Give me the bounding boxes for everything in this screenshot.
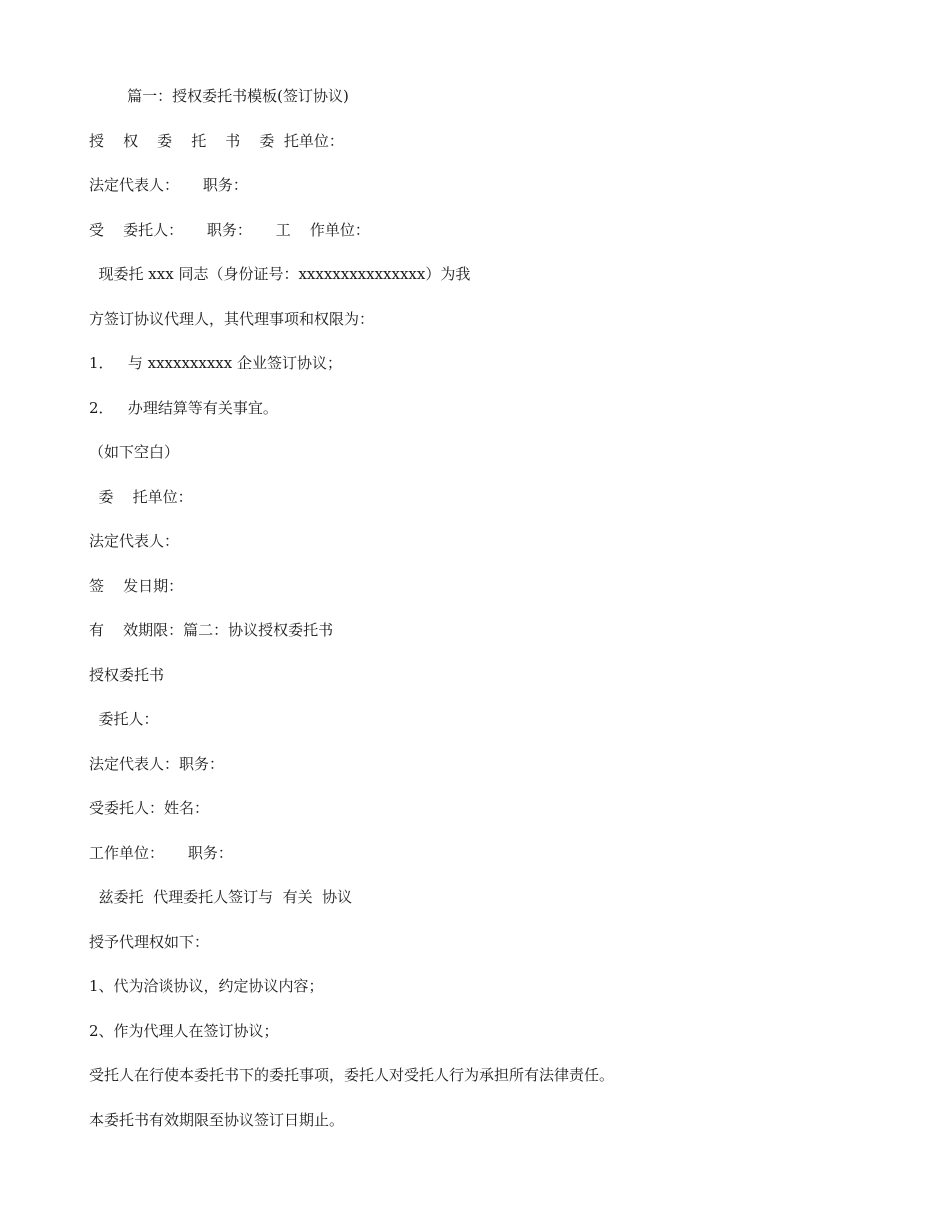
authority-item-1: 1、代为洽谈协议，约定协议内容； [89, 977, 324, 995]
liability-statement: 受托人在行使本委托书下的委托事项，委托人对受托人行为承担所有法律责任。 [89, 1066, 615, 1084]
entrusting-unit-line: 委 托单位： [89, 488, 193, 506]
issue-date-line: 签 发日期： [89, 577, 184, 595]
grant-authority-line: 授予代理权如下： [89, 933, 210, 951]
work-unit-position-line: 工作单位： 职务： [89, 844, 233, 862]
legal-representative-line-2: 法定代表人： [89, 532, 180, 550]
legal-representative-position-line: 法定代表人：职务： [89, 755, 225, 773]
entrust-agent-line: 兹委托 代理委托人签订与 有关 协议 [89, 888, 353, 906]
legal-representative-line: 法定代表人： 职务： [89, 176, 248, 194]
section-two-title: 授权委托书 [89, 666, 165, 684]
trustee-line: 受 委托人： 职务： 工 作单位： [89, 221, 370, 239]
validity-statement: 本委托书有效期限至协议签订日期止。 [89, 1111, 345, 1129]
validity-section-two-line: 有 效期限：篇二：协议授权委托书 [89, 621, 334, 639]
entrust-statement-line: 现委托 xxx 同志（身份证号：xxxxxxxxxxxxxxx）为我 [89, 265, 471, 283]
authority-item-2: 2、作为代理人在签订协议； [89, 1022, 279, 1040]
trustee-name-line: 受委托人：姓名： [89, 799, 210, 817]
blank-below-note: （如下空白） [89, 443, 180, 461]
agent-scope-line: 方签订协议代理人，其代理事项和权限为： [89, 310, 375, 328]
section-one-title: 篇一：授权委托书模板(签订协议) [89, 87, 349, 105]
principal-line: 委托人： [89, 710, 159, 728]
scope-item-1: 1． 与 xxxxxxxxxx 企业签订协议； [89, 354, 342, 372]
scope-item-2: 2． 办理结算等有关事宜。 [89, 399, 278, 417]
authorization-heading-line: 授 权 委 托 书 委 托单位： [89, 132, 344, 150]
